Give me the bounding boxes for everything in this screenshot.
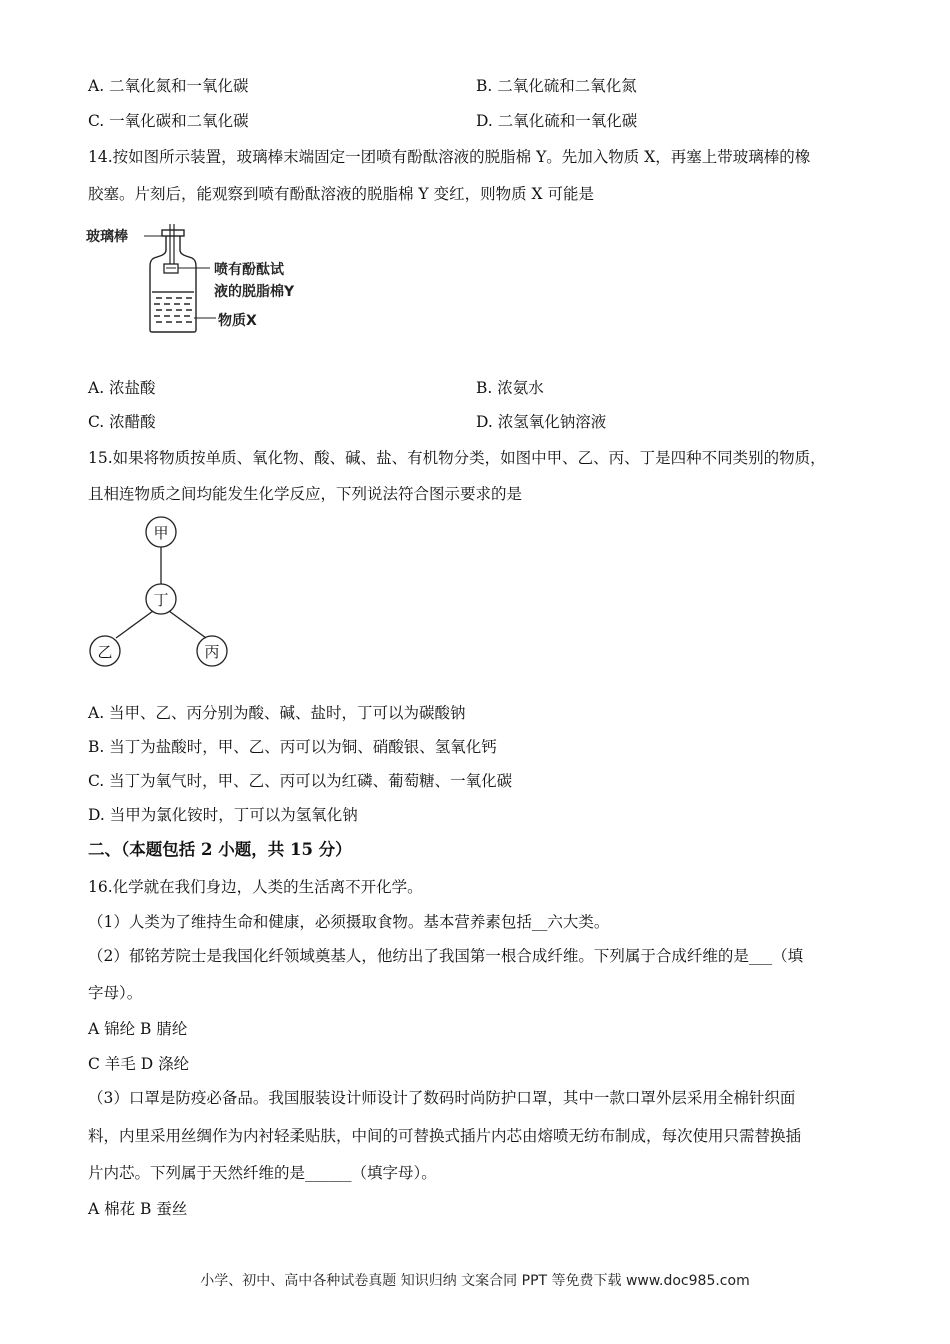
q16-part2-options-cd: C 羊毛 D 涤纶: [88, 1055, 190, 1073]
node-top-label: 甲: [153, 524, 169, 542]
q16-part2-options-ab: A 锦纶 B 腈纶: [88, 1020, 188, 1038]
q15-stem-line2: 且相连物质之间均能发生化学反应，下列说法符合图示要求的是: [88, 485, 523, 503]
liquid-substance: [152, 292, 194, 322]
substance-label: 物质X: [218, 313, 257, 329]
cotton-ball: [164, 264, 178, 273]
edge-center-right: [169, 611, 206, 638]
q15-option-b: B. 当丁为盐酸时，甲、乙、丙可以为铜、硝酸银、氢氧化钙: [88, 738, 497, 756]
q16-part2-line1: （2）郁铭芳院士是我国化纤领域奠基人，他纺出了我国第一根合成纤维。下列属于合成纤维的是___（填: [88, 947, 804, 965]
node-left-label: 乙: [97, 643, 113, 661]
q14-apparatus-figure: [86, 222, 326, 342]
q16-part3-line3: 片内芯。下列属于天然纤维的是______（填字母）。: [88, 1164, 437, 1182]
q13-option-b: B. 二氧化硫和二氧化氮: [476, 77, 637, 95]
node-center-label: 丁: [153, 591, 169, 609]
q15-option-a: A. 当甲、乙、丙分别为酸、碱、盐时，丁可以为碳酸钠: [88, 704, 466, 722]
q14-option-d: D. 浓氢氧化钠溶液: [476, 413, 607, 431]
q14-option-a: A. 浓盐酸: [88, 379, 156, 397]
q14-option-b: B. 浓氨水: [476, 379, 544, 397]
q16-part1: （1）人类为了维持生命和健康，必须摄取食物。基本营养素包括__六大类。: [88, 913, 610, 931]
q16-part2-line2: 字母）。: [88, 984, 143, 1002]
q14-stem-line1: 14.按如图所示装置，玻璃棒末端固定一团喷有酚酞溶液的脱脂棉 Y。先加入物质 X，再塞上带玻璃棒的橡: [88, 148, 811, 166]
q16-part3-line2: 料，内里采用丝绸作为内衬轻柔贴肤，中间的可替换式插片内芯由熔喷无纺布制成，每次使用只需替换插: [88, 1127, 802, 1145]
cotton-label-line2: 液的脱脂棉Y: [214, 284, 295, 300]
q14-option-c: C. 浓醋酸: [88, 413, 156, 431]
cotton-label-line1: 喷有酚酞试: [214, 262, 284, 278]
q16-stem: 16.化学就在我们身边，人类的生活离不开化学。: [88, 878, 423, 896]
page-footer: 小学、初中、高中各种试卷真题 知识归纳 文案合同 PPT 等免费下载 www.doc985.com: [200, 1273, 750, 1289]
section-heading: 二、（本题包括 2 小题，共 15 分）: [88, 840, 352, 859]
q15-relation-diagram: [80, 512, 250, 672]
q16-part3-line1: （3）口罩是防疫必备品。我国服装设计师设计了数码时尚防护口罩，其中一款口罩外层采用全棉针织面: [88, 1089, 796, 1107]
q13-option-a: A. 二氧化氮和一氧化碳: [88, 77, 249, 95]
q15-stem-line1: 15.如果将物质按单质、氧化物、酸、碱、盐、有机物分类，如图中甲、乙、丙、丁是四种不同类别的物质，: [88, 449, 826, 467]
q13-option-c: C. 一氧化碳和二氧化碳: [88, 112, 249, 130]
edge-center-left: [116, 611, 153, 638]
q15-option-d: D. 当甲为氯化铵时，丁可以为氢氧化钠: [88, 806, 358, 824]
rod-label: 玻璃棒: [86, 229, 128, 245]
node-right-label: 丙: [204, 643, 220, 661]
q13-option-d: D. 二氧化硫和一氧化碳: [476, 112, 638, 130]
q16-part3-options-ab: A 棉花 B 蚕丝: [88, 1200, 188, 1218]
q14-stem-line2: 胶塞。片刻后，能观察到喷有酚酞溶液的脱脂棉 Y 变红，则物质 X 可能是: [88, 185, 594, 203]
q15-option-c: C. 当丁为氧气时，甲、乙、丙可以为红磷、葡萄糖、一氧化碳: [88, 772, 513, 790]
